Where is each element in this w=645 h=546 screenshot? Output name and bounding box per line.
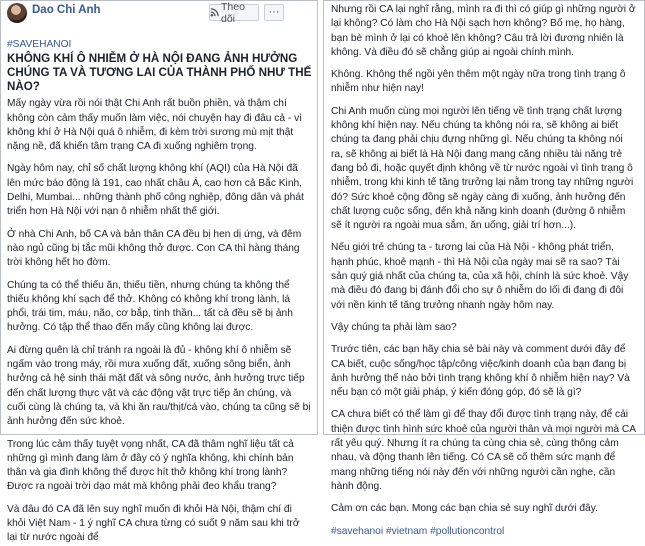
- post-title: KHÔNG KHÍ Ô NHIỄM Ở HÀ NỘI ĐANG ẢNH HƯỞNG CHÚNG TA VÀ TƯƠNG LAI CỦA THÀNH PHỐ NHƯ THẾ NÀO?: [7, 52, 312, 94]
- paragraph-14: CA chưa biết có thể làm gì để thay đổi được tình trạng này, để cải thiện được tình hình sức khoẻ của người thân và mọi người mà CA rất yêu quý. Nhưng ít ra chúng ta cùng chia sẻ, cùng thông cảm nhau, và động thanh lên tiếng. Có CA sẽ cố thêm sức mạnh để mang những tiếng nói này đến với những người cần nghe, cần hành động.: [331, 409, 636, 492]
- paragraph-9: Không. Không thể ngồi yên thêm một ngày nữa trong tình trạng ô nhiễm như hiện nay!: [331, 69, 626, 95]
- paragraph-10: Chi Anh muốn cùng mọi người lên tiếng về tình trạng chất lượng không khí hiện nay. Nếu chúng ta không nói ra, sẽ không ai biết chúng ta đang phải chịu đựng những gì. Nếu chúng ta không nói ra, sẽ không ai biết là Hà Nội đang mang căng nhiều tài năng trẻ đang bỏ đi, hoặc quyết định không về từ nước ngoài vì tình trạng ô nhiễm, trong khi kinh tế tăng trưởng lại nằm trong tay những người đó? Sức khoẻ cộng đồng sẽ ngày càng đi xuống, ảnh hưởng đến chất lượng cuộc sống, đến khả năng kinh doanh (đường ô nhiễm sẽ ít người ra ngoài mua sắm, ăn uống, giải trí hơn...).: [331, 105, 634, 232]
- post-header: [1, 1, 317, 29]
- rss-icon: [210, 8, 219, 17]
- paragraph-6: Trong lúc cảm thấy tuyệt vọng nhất, CA đã thâm nghĩ liệu tất cả những gì mình đang làm ở đây có ý nghĩa không, khi chính bản thân và gia đình không thể được hít thở không khí trong lành? Được ra ngoài trời dạo mát mà không phải đeo khẩu trang?: [7, 438, 294, 493]
- avatar[interactable]: [7, 3, 27, 23]
- more-options-button[interactable]: ···: [264, 4, 284, 21]
- paragraph-12: Vậy chúng ta phải làm sao?: [331, 321, 457, 333]
- hashtag-links[interactable]: #savehanoi #vietnam #pollutioncontrol: [331, 525, 505, 537]
- follow-button[interactable]: [209, 0, 259, 25]
- post-body: [7, 38, 312, 546]
- follow-label: Theo dõi: [221, 0, 245, 25]
- paragraph-15: Cảm ơn các bạn. Mong các bạn chia sẻ suy nghĩ dưới đây.: [331, 503, 598, 515]
- paragraph-3: Ở nhà Chi Anh, bố CA và bản thân CA đều bị hen dị ứng, và đêm nào ngủ cũng bị tắc mũi không thở được. Con CA thì hàng tháng trời không hết ho đờm.: [7, 228, 302, 269]
- paragraph-7: Và đâu đó CA đã lên suy nghĩ muốn đi khỏi Hà Nội, thậm chí đi khỏi Việt Nam - 1 ý nghĩ CA chưa từng có suốt 9 năm sau khi trở lại từ nước ngoài để: [7, 503, 300, 544]
- paragraph-8: Nhưng rồi CA lại nghĩ rằng, mình ra đi thì có giúp gì những người ở lại không? Có làm cho Hà Nội sạch hơn không? Bố mẹ, họ hàng, bạn bè mình ở lại có khoẻ lên không? Câu trả lời đương nhiên là không. Và điều đó sẽ chẳng giúp ai ngoài chính mình.: [331, 4, 636, 58]
- paragraph-4: Chúng ta có thể thiếu ăn, thiếu tiền, nhưng chúng ta không thể thiếu không khí sạch để thở. Không có không khí trong lành, lá phổi, trái tim, máu, não, cơ bắp, tinh thần... tất cả đều sẽ bị ảnh hưởng. Có tập thể thao đến mấy cũng không lại được.: [7, 279, 293, 334]
- post-left-panel: [0, 0, 318, 544]
- post-body-continued: [331, 3, 637, 539]
- paragraph-11: Nếu giới trẻ chúng ta - tương lai của Hà Nội - không phát triển, hạnh phúc, khoẻ mạnh - thì Hà Nội của ngày mai sẽ ra sao? Tài sản quý giá nhất của chúng ta, của xã hội, chính là sức khoẻ. Vậy mà điều đó đang bị đánh đổi cho sự ô nhiễm do lối đi đang đi đôi với nền kinh tế tăng trưởng nhanh ngày hôm nay.: [331, 242, 629, 311]
- author-name[interactable]: Dao Chi Anh: [32, 4, 101, 16]
- paragraph-13: Trước tiên, các bạn hãy chia sẻ bài này và comment dưới đây để CA biết, cuộc sống/học tập/công việc/kinh doanh của bạn đang bị ảnh hưởng thế nào bởi tình trạng không khí ô nhiễm hiện nay? Và nếu bạn có một giải pháp, ý kiến đóng góp, đó sẽ là gì?: [331, 344, 630, 399]
- paragraph-5: Ai đừng quên là chỉ tránh ra ngoài là đủ - không khí ô nhiễm sẽ ngấm vào trong máy, rồi mưa xuống đất, xuống sông biển, ảnh hưởng cả hệ sinh thái mặt đất và sông nước, ảnh hưởng trực tiếp đến chất lượng thực vật và các động vật trực tiếp ăn chúng, và cuối cùng là chúng ta, và khi ăn rau/thịt/cá vào, chúng ta cũng sẽ bị ảnh hưởng đến sức khoẻ.: [7, 344, 311, 428]
- paragraph-2: Ngày hôm nay, chỉ số chất lượng không khí (AQI) của Hà Nội đã lên mức báo động là 191, cao nhất châu Á, cao hơn cả Bắc Kinh, Delhi, Mumbai... những thành phố công nghiệp, đông dân và phát triển hơn Hà Nội với nạn ô nhiễm nhất thế giới.: [7, 163, 304, 218]
- hashtag-link[interactable]: #SAVEHANOI: [7, 39, 72, 50]
- post-right-panel: [323, 0, 645, 537]
- paragraph-1: Mấy ngày vừa rồi nói thật Chi Anh rất buồn phiền, và thậm chí không còn cảm thấy muốn làm việc, nói chuyện hay đi đâu cả - vì không khí ở Hà Nội quá ô nhiễm, đi kèm trời sương mù mịt thật nặng nề, đã khiến tâm trạng CA đi xuống nghiêm trọng.: [7, 98, 303, 153]
